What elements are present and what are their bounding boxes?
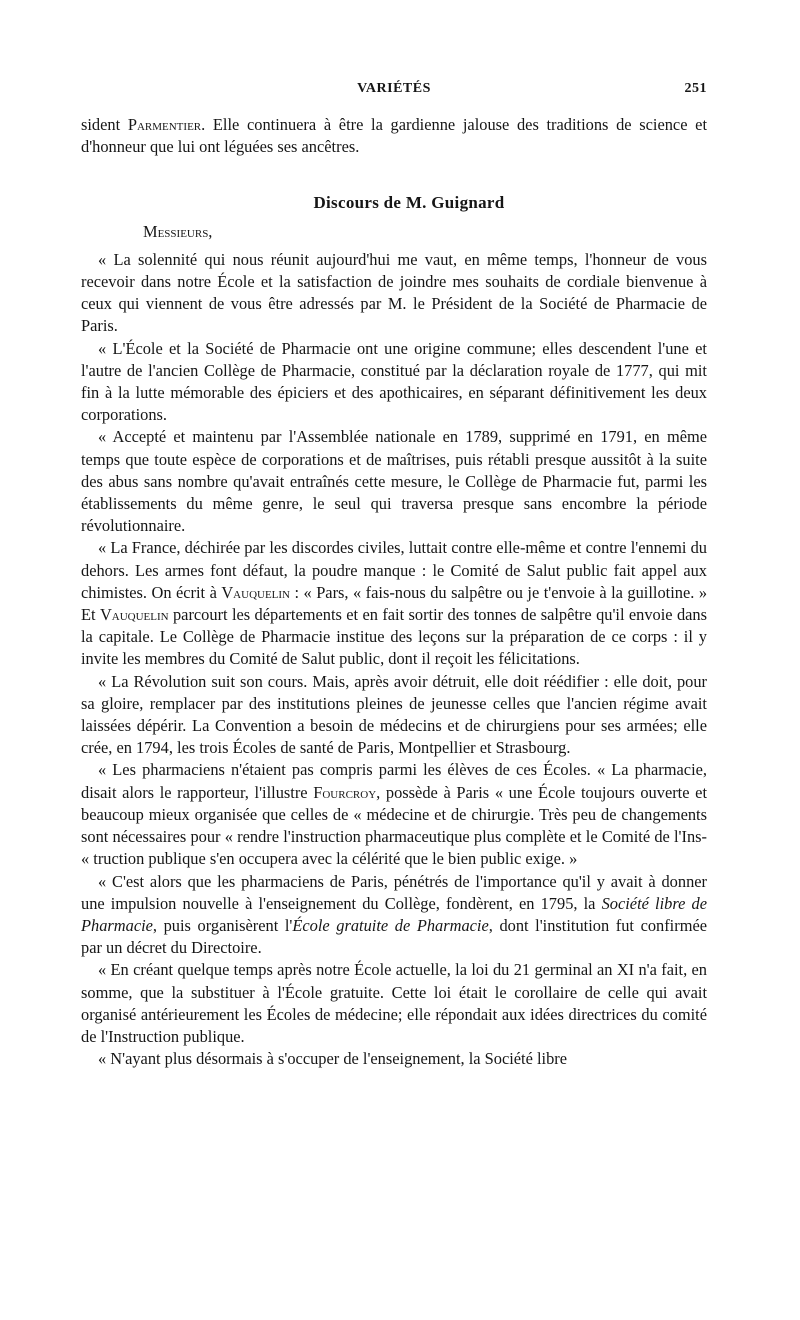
paragraph-6: « Les pharmaciens n'étaient pas compris parmi les élèves de ces Écoles. « La pharmacie, disait alors le rapporteur, l'illustre Fourcroy, possède à Paris « une École toujours ouverte et beaucoup mieux organisée que celles de « médecine et de chirurgie. Très peu de changements sont nécessaires pour « rendre l'instruction pharmaceutique plus complète et le Comité de l'Ins- « truction publique s'en occupera avec la célérité que le bien public exige. » [81, 760, 707, 869]
salutation: Messieurs, [143, 221, 213, 241]
paragraph-9: « N'ayant plus désormais à s'occuper de l'enseignement, la Société libre [98, 1049, 568, 1069]
person-name: Fourcroy [313, 782, 377, 802]
paragraph-8: « En créant quelque temps après notre École actuelle, la loi du 21 germinal an XI n'a fait, en somme, que la substituer à l'École gratuite. Cette loi était le corollaire de celle qui avait organisé antérieurement les Écoles de médecine; elle répondait aux idées directrices du comité de l'Instruction publique. [81, 960, 707, 1046]
paragraph-1: « La solennité qui nous réunit aujourd'hui me vaut, en même temps, l'honneur de vous recevoir dans notre École et la satisfaction de joindre mes souhaits de cordiale bienvenue à ceux qui viennent de vous être adressés par M. le Président de la Société de Pharmacie de Paris. [81, 249, 707, 336]
section-title: Discours de M. Guignard [313, 193, 505, 213]
page-number: 251 [684, 81, 707, 96]
institution-name: Société libre de Pharmacie [81, 893, 707, 935]
author-name: Parmentier [127, 115, 202, 134]
running-head [81, 72, 707, 98]
person-name: Vauquelin [99, 605, 169, 625]
paragraph-4: « La France, déchirée par les discordes civiles, luttait contre elle-même et contre l'ennemi du dehors. Les armes font défaut, la poudre manque : le Comité de Salut public fait appel aux chimistes. On écrit à Vauquelin : « Pars, « fais-nous du salpêtre ou je t'envoie à la guillotine. » Et Vauquelin parcourt les départements et en fait sortir des tonnes de salpêtre qu'il envoie dans la capitale. Le Collège de Pharmacie institue des leçons sur la préparation de ce corps : il y invite les membres du Comité de Salut public, dont il reçoit les félicitations. [81, 538, 708, 669]
paragraph-7: « C'est alors que les pharmaciens de Paris, pénétrés de l'importance qu'il y avait à donner une impulsion nouvelle à l'enseignement du Collège, fondèrent, en 1795, la Société libre de Pharmacie, puis organisèrent l'École gratuite de Pharmacie, dont l'institution fut confirmée par un décret du Directoire. [81, 871, 707, 958]
document-page [81, 72, 707, 1070]
running-title: VARIÉTÉS [357, 81, 431, 96]
institution-name: École gratuite de Pharmacie [292, 915, 489, 935]
person-name: Vauquelin [221, 582, 291, 602]
paragraph-3: « Accepté et maintenu par l'Assemblée nationale en 1789, supprimé en 1791, en même temps que toute espèce de corporations et de maîtrises, puis rétabli presque aussitôt à la suite des abus sans nombre qu'avait entraînés cette mesure, le Collège de Pharmacie fut, parmi les établissements du même genre, le seul qui traversa presque sans encombre la période révolutionnaire. [81, 427, 707, 536]
paragraph-5: « La Révolution suit son cours. Mais, après avoir détruit, elle doit réédifier : elle doit, pour sa gloire, remplacer par des institutions pleines de jeunesse celles que l'ancien régime avait laissées dépérir. La Convention a besoin de médecins et de chirurgiens pour ses armées; elle crée, en 1794, les trois Écoles de santé de Paris, Montpellier et Strasbourg. [81, 671, 707, 758]
intro-paragraph: sident Parmentier. Elle continuera à être la gardienne jalouse des traditions de science et d'honneur que lui ont léguées ses ancêtres. [81, 115, 707, 157]
paragraph-2: « L'École et la Société de Pharmacie ont une origine commune; elles descendent l'une et l'autre de l'ancien Collège de Pharmacie, constitué par la déclaration royale de 1777, qui mit fin à la lutte mémorable des épiciers et des apothicaires, en séparant définitivement les deux corporations. [81, 338, 707, 425]
